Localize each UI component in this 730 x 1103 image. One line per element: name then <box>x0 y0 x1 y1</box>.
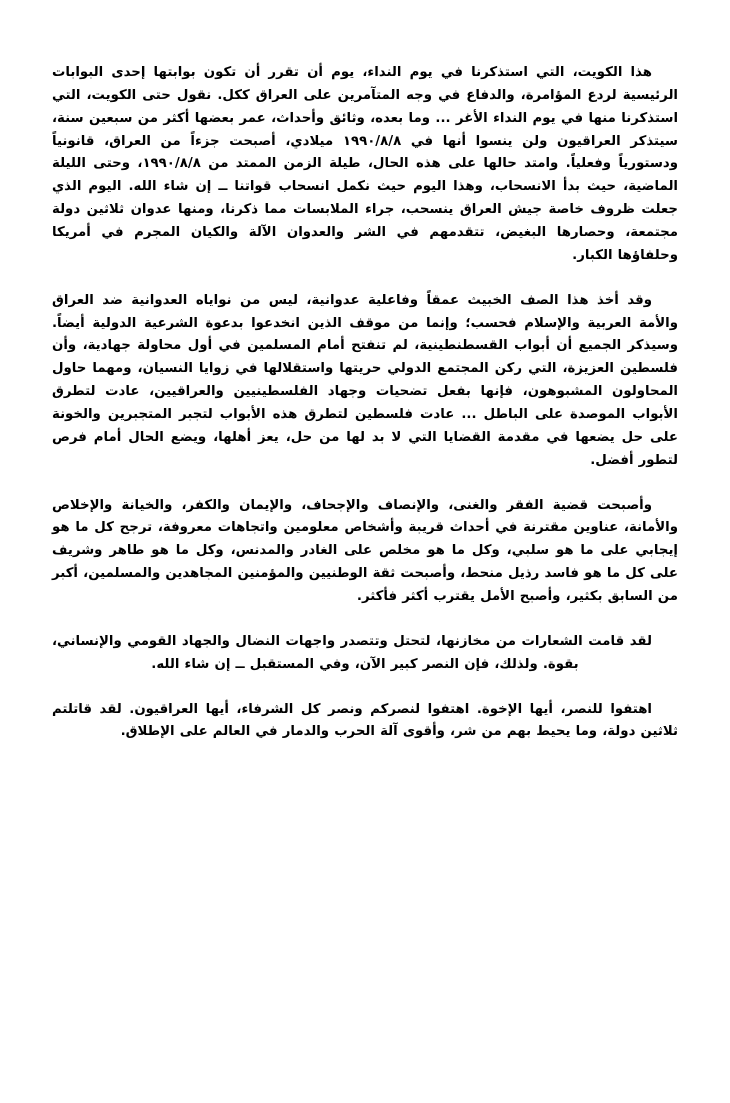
paragraph-3: وأصبحت قضية الفقر والغنى، والإنصاف والإجحاف، والإيمان والكفر، والخيانة والإخلاص والأمانة، عناوين مقترنة في أحداث قريبة وأشخاص معلومين واتجاهات معروفة، ترجح كل ما هو إيجابي على ما هو سلبي، وكل ما هو مخلص على الغادر والمدنس، وكل ما هو طاهر وشريف على كل ما هو فاسد رذيل منحط، وأصبحت ثقة الوطنيين والمؤمنين المجاهدين والمسلمين، أكبر من السابق بكثير، وأصبح الأمل يقترب أكثر فأكثر. <box>52 497 678 605</box>
paragraph-2: وقد أخذ هذا الصف الخبيث عمقاً وفاعلية عدوانية، ليس من نواياه العدوانية ضد العراق والأمة العربية والإسلام فحسب؛ وإنما من موقف الذين انخدعوا بدعوة الشرعية الدولية أيضاً. وسيذكر الجميع أن أبواب القسطنطينية، لم تنفتح أمام المسلمين في أول محاولة جهادية، وأن فلسطين العزيزة، التي ركن المجتمع الدولي حريتها واستقلالها في زوايا النسيان، ومهما حاول المحاولون المشبوهون، فإنها بفعل تضحيات وجهاد الفلسطينيين والعراقيين، عادت لتطرق الأبواب الموصدة على الباطل ... عادت فلسطين لتطرق هذه الأبواب لتجبر المتجبرين والخونة على حل يضعها في مقدمة القضايا التي لا بد لها من حل، يعز أهلها، ويضع الحال أمام فرص لتطور أفضل. <box>52 292 678 468</box>
paragraph-1: هذا الكويت، التي استذكرنا في يوم النداء، يوم أن تقرر أن تكون بوابتها إحدى البوابات الرئيسية لردع المؤامرة، والدفاع في وجه المتآمرين على العراق ككل. نقول حتى الكويت، التي استذكرنا منها في يوم النداء الأغر ... وما بعده، وثائق وأحداث، عمر بعضها أكثر من سبعين سنة، سيتذكر العراقيون ولن ينسوا أنها في ١٩٩٠/٨/٨ ميلادي، أصبحت جزءاً من العراق، قانونياً ودستورياً وفعلياً. وامتد حالها على هذه الحال، طيلة الزمن الممتد من ١٩٩٠/٨/٨، وحتى الليلة الماضية، حيث بدأ الانسحاب، وهذا اليوم حيث نكمل انسحاب قواتنا ــ إن شاء الله. اليوم الذي جعلت ظروف خاصة جيش العراق ينسحب، جراء الملابسات مما ذكرنا، ومنها عدوان ثلاثين دولة مجتمعة، وحصارها البغيض، تتقدمهم في الشر والعدوان الآلة والكيان المجرم في أمريكا وحلفاؤها الكبار. <box>52 65 679 263</box>
paragraph-5: اهتفوا للنصر، أيها الإخوة. اهتفوا لنصركم ونصر كل الشرفاء، أيها العراقيون. لقد قاتلتم ثلاثين دولة، وما يحيط بهم من شر، وأقوى آلة الحرب والدمار في العالم على الإطلاق. <box>52 701 678 740</box>
document-body <box>52 62 678 744</box>
paragraph-4: لقد قامت الشعارات من مخازنها، لتحتل وتتصدر واجهات النضال والجهاد القومي والإنساني، بقوة. ولذلك، فإن النصر كبير الآن، وفي المستقبل ــ إن شاء الله. <box>52 633 652 672</box>
